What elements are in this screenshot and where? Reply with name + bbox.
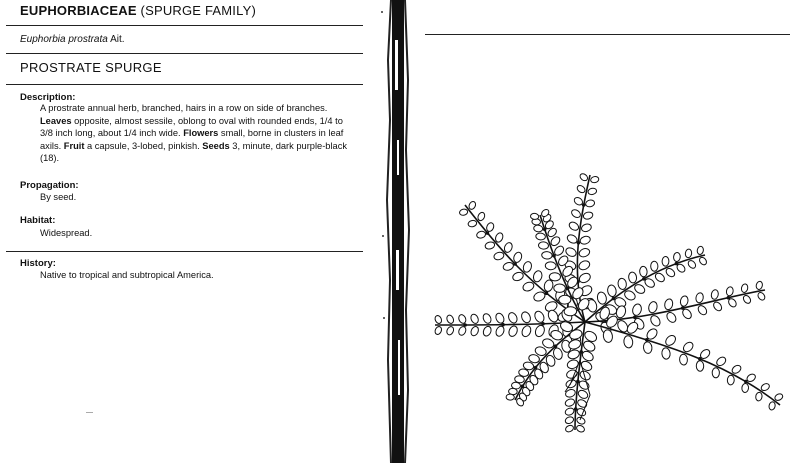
flower-cluster <box>612 297 616 301</box>
leaf-shape <box>549 273 560 282</box>
propagation-text: By seed. <box>40 192 77 202</box>
leaf-shape <box>755 281 763 290</box>
leaf-shape <box>639 266 647 277</box>
description-part-4: a capsule, 3-lobed, pinkish. <box>87 140 200 151</box>
book-gutter <box>378 0 418 463</box>
leaf-shape <box>446 325 455 335</box>
leaf-shape <box>742 294 752 305</box>
leaf-shape <box>577 259 591 271</box>
leaf-shape <box>534 324 546 338</box>
habitat-label: Habitat: <box>20 215 56 226</box>
leaf-shape <box>710 289 719 300</box>
scientific-name <box>20 34 125 45</box>
leaf-shape <box>774 393 784 402</box>
description-part-1: A prostrate annual herb, branched, hairs in a row on side of branches. <box>40 103 328 113</box>
flowers-keyword: Flowers <box>183 128 219 139</box>
leaf-shape <box>712 368 719 378</box>
leaf-shape <box>470 325 480 337</box>
leaf-shape <box>665 267 677 278</box>
leaf-shape <box>520 310 532 324</box>
leaf-shape <box>522 261 533 274</box>
history-label: History: <box>20 258 56 269</box>
leaf-shape <box>628 272 637 284</box>
leaf-shape <box>631 303 642 316</box>
history-text: Native to tropical and subtropical America. <box>40 270 214 280</box>
flower-cluster <box>681 306 685 310</box>
leaf-shape <box>698 256 708 266</box>
leaf-shape <box>587 187 597 195</box>
leaf-shape <box>507 325 519 338</box>
left-page <box>0 0 372 463</box>
flower-cluster <box>566 287 570 291</box>
leaf-shape <box>469 313 479 325</box>
flower-cluster <box>727 296 731 300</box>
leaf-shape <box>578 272 592 285</box>
leaf-shape <box>495 325 506 338</box>
leaf-shape <box>712 301 723 313</box>
flower-cluster <box>675 262 679 266</box>
leaf-shape <box>741 283 749 293</box>
leaf-shape <box>727 375 734 385</box>
leaf-shape <box>615 305 627 319</box>
leaf-shape <box>533 225 543 233</box>
leaf-shape <box>596 291 607 305</box>
leaf-shape <box>507 311 519 324</box>
leaf-shape <box>696 304 708 316</box>
leaf-shape <box>434 326 443 336</box>
leaf-shape <box>679 354 688 365</box>
description-part-5: 3, minute, dark purple-black (18). <box>40 140 348 164</box>
leaf-shape <box>575 424 585 433</box>
divider-top <box>6 25 363 26</box>
flower-cluster <box>501 323 505 327</box>
description-label: Description: <box>20 92 76 103</box>
leaf-shape <box>535 233 545 241</box>
leaf-shape <box>493 251 505 261</box>
leaf-shape <box>695 292 704 303</box>
family-title <box>20 3 256 18</box>
fruit-keyword: Fruit <box>63 140 85 151</box>
flower-cluster <box>577 241 581 245</box>
scientific-binomial: Euphorbia prostrata <box>20 34 108 45</box>
flower-cluster <box>633 316 637 320</box>
flower-cluster <box>552 254 556 258</box>
description-text <box>40 102 352 165</box>
leaf-shape <box>579 235 591 246</box>
family-name: EUPHORBIACEAE <box>20 3 137 18</box>
divider-species <box>6 53 363 54</box>
flower-cluster <box>521 384 525 388</box>
flower-cluster <box>642 277 646 281</box>
leaf-shape <box>554 284 566 293</box>
prostrate-spurge-drawing-icon <box>420 0 800 463</box>
flower-cluster <box>576 380 580 384</box>
description-part-3: small, borne in clusters in leaf axils. <box>40 128 344 151</box>
leaf-shape <box>446 314 455 324</box>
flower-cluster <box>698 357 702 361</box>
flower-cluster <box>645 338 649 342</box>
leaf-shape <box>477 211 486 221</box>
leaf-shape <box>590 176 599 184</box>
leaf-shape <box>662 256 669 266</box>
stray-mark: — <box>86 409 93 416</box>
leaf-shape <box>755 392 762 401</box>
leaf-shape <box>520 324 532 338</box>
description-part-2: opposite, almost sessile, oblong to oval with rounded ends, 1/4 to 3/8 inch long, about 1/4 inch wide. <box>40 115 343 139</box>
leaf-shape <box>482 325 493 337</box>
leaf-shape <box>532 270 543 283</box>
leaf-shape <box>506 394 514 400</box>
leaf-shape <box>649 314 662 328</box>
leaf-shape <box>577 389 589 400</box>
flower-cluster <box>463 323 467 327</box>
leaf-shape <box>757 291 767 301</box>
leaf-shape <box>697 246 704 255</box>
leaf-shape <box>457 325 467 336</box>
flower-cluster <box>486 231 490 235</box>
flower-cluster <box>543 228 547 232</box>
leaf-shape <box>578 247 591 258</box>
leaf-shape <box>564 407 575 416</box>
leaf-shape <box>545 262 556 270</box>
leaf-shape <box>564 416 574 425</box>
leaf-shape <box>607 284 617 297</box>
leaf-shape <box>664 334 678 348</box>
scientific-author: Ait. <box>110 34 125 45</box>
leaf-shape <box>576 184 587 194</box>
leaf-shape <box>502 261 514 271</box>
leaf-shape <box>687 259 697 270</box>
leaf-shape <box>661 348 670 360</box>
leaf-shape <box>538 241 549 249</box>
leaf-shape <box>484 241 495 250</box>
leaf-shape <box>741 383 749 393</box>
leaf-shape <box>665 311 678 324</box>
leaf-shape <box>602 329 613 343</box>
leaf-shape <box>679 295 689 307</box>
leaf-shape <box>768 401 776 410</box>
common-name: PROSTRATE SPURGE <box>20 60 162 75</box>
right-page <box>420 0 800 463</box>
habitat-text: Widespread. <box>40 228 93 238</box>
leaf-shape <box>643 341 653 354</box>
leaf-shape <box>651 261 658 271</box>
leaf-shape <box>467 220 477 228</box>
leaf-shape <box>434 315 443 325</box>
divider-history <box>6 251 363 252</box>
leaf-shape <box>468 200 477 210</box>
leaf-shape <box>623 335 633 348</box>
leaf-shape <box>564 306 577 316</box>
propagation-label: Propagation: <box>20 180 79 191</box>
leaf-shape <box>647 301 658 314</box>
leaf-shape <box>673 252 680 262</box>
leaf-shape <box>512 251 523 263</box>
leaf-shape <box>459 208 468 216</box>
flower-cluster <box>744 380 748 384</box>
leaf-shape <box>570 208 582 219</box>
leaf-shape <box>617 278 627 290</box>
family-suffix: (SPURGE FAMILY) <box>140 3 256 18</box>
leaf-shape <box>726 286 734 296</box>
leaf-shape <box>482 312 493 324</box>
leaf-shape <box>543 279 554 292</box>
seeds-keyword: Seeds <box>202 140 230 151</box>
leaf-shape <box>583 211 594 220</box>
leaf-shape <box>581 223 593 233</box>
leaf-shape <box>682 340 695 353</box>
leaf-shape <box>568 220 580 231</box>
flower-cluster <box>574 407 578 411</box>
leaf-shape <box>579 172 589 182</box>
leaf-shape <box>476 230 486 239</box>
flower-cluster <box>541 322 545 326</box>
leaf-shape <box>664 298 674 310</box>
flower-cluster <box>534 366 538 370</box>
leaf-shape <box>457 314 467 325</box>
leaf-shape <box>696 361 704 372</box>
leaf-shape <box>585 199 595 208</box>
leaf-shape <box>541 251 552 259</box>
leaf-shape <box>559 295 571 304</box>
flower-cluster <box>582 203 586 207</box>
flower-cluster <box>513 262 517 266</box>
flower-cluster <box>554 344 558 348</box>
leaf-shape <box>533 310 546 324</box>
leaf-shape <box>565 424 575 433</box>
leaf-shape <box>565 379 577 389</box>
leaves-keyword: Leaves <box>40 115 72 126</box>
flower-cluster <box>545 291 549 295</box>
leaf-shape <box>530 213 539 220</box>
leaf-shape <box>494 312 505 325</box>
leaf-shape <box>685 249 692 258</box>
leaf-shape <box>566 359 579 370</box>
leaf-shape <box>760 382 771 392</box>
leaf-shape <box>564 398 575 408</box>
divider-common <box>6 84 363 85</box>
